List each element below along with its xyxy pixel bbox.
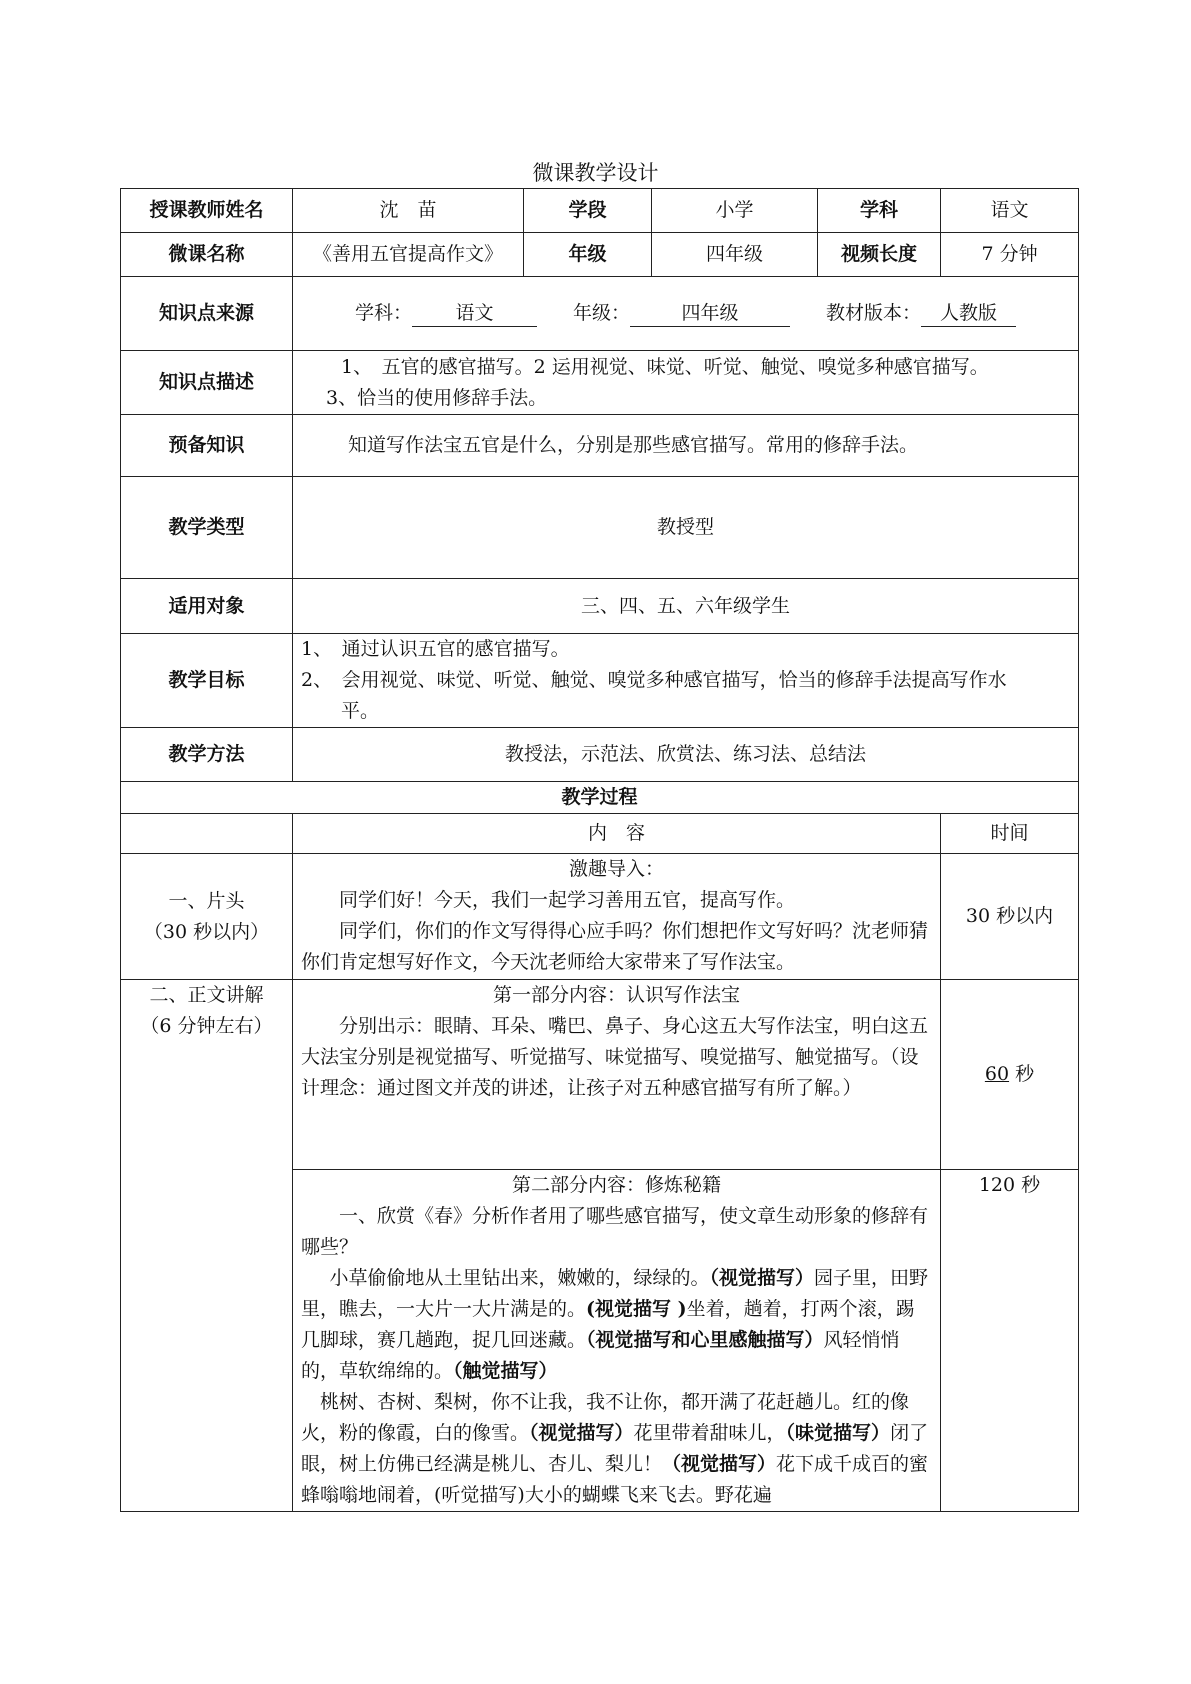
excerpt-1-b: 园子里，田野里，瞧去，一大片一大片满是的。 bbox=[301, 1267, 929, 1320]
teacher-label: 授课教师姓名 bbox=[121, 189, 293, 233]
tag-visual-2: (视觉描写 ) bbox=[586, 1298, 687, 1320]
excerpt-1-a: 小草偷偷地从土里钻出来，嫩嫩的，绿绿的。 bbox=[329, 1267, 710, 1289]
excerpt-1-c: 坐着，趟着，打两个滚，踢几脚球，赛几趟跑，捉几回迷藏。 bbox=[301, 1298, 915, 1351]
grade-value: 四年级 bbox=[652, 233, 818, 277]
teacher-value: 沈 苗 bbox=[293, 189, 524, 233]
prior-label: 预备知识 bbox=[121, 415, 293, 477]
part-1-time-value: 60 bbox=[984, 1063, 1010, 1085]
info-row-2 bbox=[121, 233, 1079, 277]
goal-item-1: 1、 通过认识五官的感官描写。 bbox=[301, 638, 570, 660]
goals-row bbox=[121, 634, 1079, 728]
info-row-1 bbox=[121, 189, 1079, 233]
description-row bbox=[121, 351, 1079, 415]
excerpt-2-a: 桃树、杏树、梨树，你不让我，我不让你，都开满了花赶趟儿。红的像火，粉的像霞，白的像雪。 bbox=[301, 1391, 910, 1444]
source-subject: 语文 bbox=[412, 300, 537, 327]
stage-value: 小学 bbox=[652, 189, 818, 233]
excerpt-paragraph-2 bbox=[301, 1387, 932, 1511]
tag-touch: （触觉描写） bbox=[453, 1360, 558, 1382]
process-heading: 教学过程 bbox=[121, 782, 1079, 814]
part-2-heading: 第二部分内容：修炼秘籍 bbox=[511, 1174, 721, 1196]
duration-label: 视频长度 bbox=[818, 233, 941, 277]
process-header-row bbox=[121, 814, 1079, 854]
lesson-design-table bbox=[120, 188, 1079, 1512]
source-row bbox=[121, 277, 1079, 351]
tag-taste: （味觉描写） bbox=[785, 1422, 891, 1444]
section-1-time: 30 秒以内 bbox=[941, 854, 1079, 980]
stage-label: 学段 bbox=[524, 189, 652, 233]
tag-visual-3: （视觉描写） bbox=[529, 1422, 634, 1444]
section-2-part-1-content bbox=[293, 980, 941, 1170]
methods-content: 教授法，示范法、欣赏法、练习法、总结法 bbox=[293, 728, 1079, 782]
section-2-stage bbox=[121, 980, 293, 1512]
audience-row bbox=[121, 579, 1079, 634]
source-grade-prefix: 年级： bbox=[573, 302, 631, 324]
excerpt-2-c: 闭了眼，树上仿佛已经满是桃儿、杏儿、梨儿！ bbox=[301, 1422, 929, 1475]
prior-content: 知道写作法宝五官是什么，分别是那些感官描写。常用的修辞手法。 bbox=[293, 415, 1079, 477]
goals-label: 教学目标 bbox=[121, 634, 293, 728]
description-content bbox=[293, 351, 1079, 415]
description-line-1: 1、 五官的感官描写。2 运用视觉、味觉、听觉、触觉、嗅觉多种感官描写。 bbox=[341, 355, 989, 378]
goal-item-2: 2、 会用视觉、味觉、听觉、触觉、嗅觉多种感官描写，恰当的修辞手法提高写作水 bbox=[301, 669, 1007, 691]
section-1-stage bbox=[121, 854, 293, 980]
process-header-stage bbox=[121, 814, 293, 854]
part-1-heading: 第一部分内容：认识写作法宝 bbox=[492, 984, 740, 1006]
part-1-time bbox=[941, 980, 1079, 1170]
source-subject-prefix: 学科： bbox=[354, 302, 412, 324]
source-edition-prefix: 教材版本： bbox=[826, 302, 922, 324]
section-1-stage-name: 一、片头 bbox=[168, 889, 245, 912]
prior-row bbox=[121, 415, 1079, 477]
excerpt-paragraph-1 bbox=[301, 1263, 932, 1387]
part-1-text: 分别出示：眼睛、耳朵、嘴巴、鼻子、身心这五大写作法宝，明白这五大法宝分别是视觉描写、听觉描写、味觉描写、嗅觉描写、触觉描写。（设计理念：通过图文并茂的讲述，让孩子对五种感官描写有所了解。） bbox=[301, 1015, 929, 1099]
part-2-intro: 一、欣赏《春》分析作者用了哪些感官描写，使文章生动形象的修辞有哪些？ bbox=[301, 1205, 929, 1258]
goals-content bbox=[293, 634, 1079, 728]
section-1-content bbox=[293, 854, 941, 980]
source-edition: 人教版 bbox=[921, 300, 1016, 327]
section-1-paragraph-2: 同学们，你们的作文写得得心应手吗？你们想把作文写好吗？沈老师猜你们肯定想写好作文，今天沈老师给大家带来了写作法宝。 bbox=[301, 920, 929, 973]
page-title: 微课教学设计 bbox=[532, 161, 659, 185]
goal-item-2-cont: 平。 bbox=[341, 700, 380, 722]
course-label: 微课名称 bbox=[121, 233, 293, 277]
type-content: 教授型 bbox=[293, 477, 1079, 579]
audience-content: 三、四、五、六年级学生 bbox=[293, 579, 1079, 634]
methods-label: 教学方法 bbox=[121, 728, 293, 782]
excerpt-2-b: 花里带着甜味儿， bbox=[633, 1422, 786, 1444]
source-label: 知识点来源 bbox=[121, 277, 293, 351]
type-row bbox=[121, 477, 1079, 579]
subject-label: 学科 bbox=[818, 189, 941, 233]
part-1-time-unit: 秒 bbox=[1015, 1063, 1035, 1085]
description-label: 知识点描述 bbox=[121, 351, 293, 415]
section-2-part-2-content bbox=[293, 1170, 941, 1512]
section-1-stage-note: （30 秒以内） bbox=[143, 920, 270, 943]
section-1-paragraph-1: 同学们好！今天，我们一起学习善用五官，提高写作。 bbox=[339, 889, 796, 911]
section-2-stage-note: （6 分钟左右） bbox=[140, 1015, 273, 1037]
section-2-stage-name: 二、正文讲解 bbox=[149, 984, 264, 1006]
excerpt-2-d: 花下成千成百的蜜蜂嗡嗡地闹着，(听觉描写)大小的蝴蝶飞来飞去。野花遍 bbox=[301, 1453, 929, 1506]
tag-visual-4: （视觉描写） bbox=[662, 1453, 777, 1475]
duration-value: 7 分钟 bbox=[941, 233, 1079, 277]
source-content bbox=[293, 277, 1079, 351]
type-label: 教学类型 bbox=[121, 477, 293, 579]
section-1-heading: 激趣导入： bbox=[568, 858, 664, 880]
tag-visual-1: （视觉描写） bbox=[709, 1267, 815, 1289]
part-2-time: 120 秒 bbox=[941, 1170, 1079, 1512]
tag-visual-heart: （视觉描写和心里感触描写） bbox=[586, 1329, 824, 1351]
grade-label: 年级 bbox=[524, 233, 652, 277]
process-section-1 bbox=[121, 854, 1079, 980]
source-grade: 四年级 bbox=[630, 300, 790, 327]
process-header-time: 时间 bbox=[941, 814, 1079, 854]
description-line-2: 3、恰当的使用修辞手法。 bbox=[326, 386, 548, 409]
process-heading-row bbox=[121, 782, 1079, 814]
course-value: 《善用五官提高作文》 bbox=[293, 233, 524, 277]
excerpt-1-d: 风轻悄悄的，草软绵绵的。 bbox=[301, 1329, 900, 1382]
subject-value: 语文 bbox=[941, 189, 1079, 233]
process-section-2-part-1 bbox=[121, 980, 1079, 1170]
audience-label: 适用对象 bbox=[121, 579, 293, 634]
process-header-content: 内 容 bbox=[293, 814, 941, 854]
methods-row bbox=[121, 728, 1079, 782]
